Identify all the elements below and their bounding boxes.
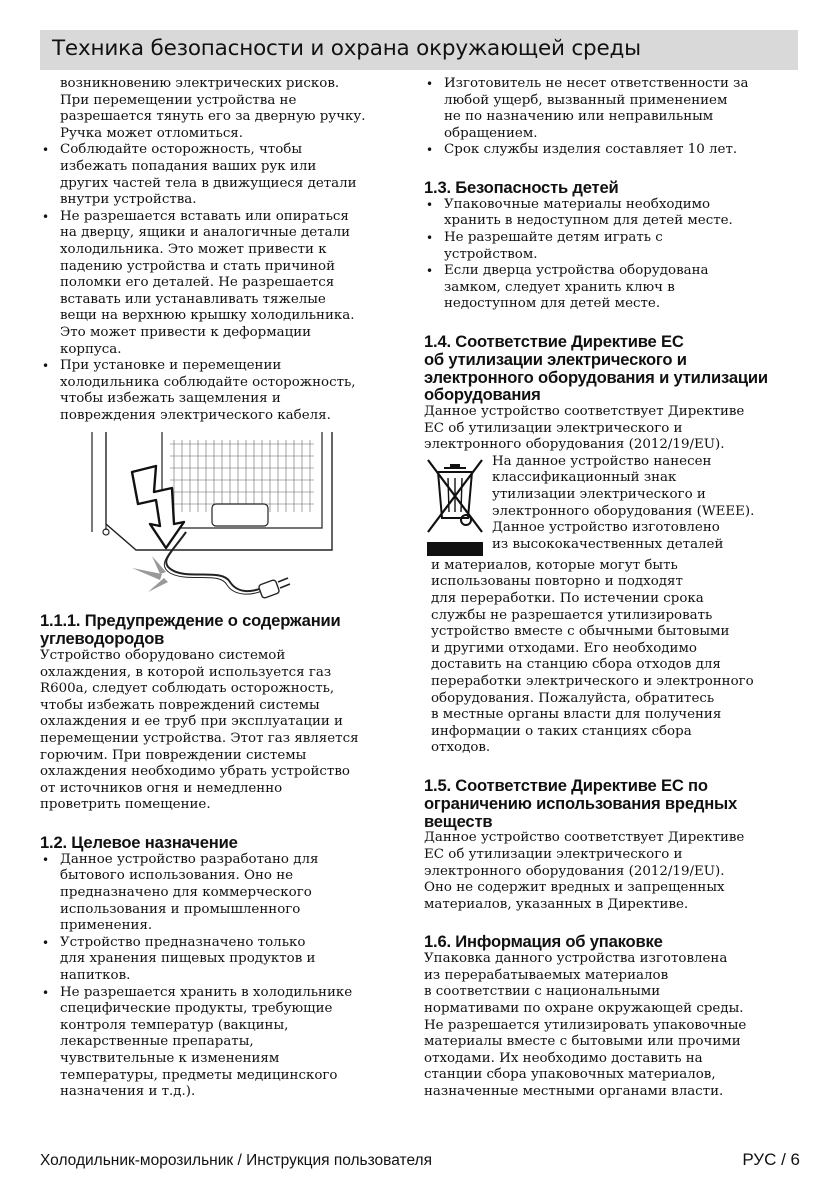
text-line: станции сбора упаковочных материалов, <box>424 1067 716 1083</box>
text-line: электронного оборудования (2012/19/EU). <box>424 863 725 879</box>
list-item <box>424 197 794 230</box>
text-line: избежать попадания ваших рук или <box>60 158 317 174</box>
text-line: Данное устройство соответствует Директиве <box>424 404 745 420</box>
text-line: охлаждения необходимо убрать устройство <box>40 764 350 780</box>
left-column <box>40 76 402 1101</box>
text-line: на дверцу, ящики и аналогичные детали <box>60 225 351 241</box>
section-heading: об утилизации электрического и <box>424 349 687 369</box>
text-line: использования и промышленного <box>60 901 301 917</box>
text-line: замком, следует хранить ключ в <box>444 279 675 295</box>
list-item <box>424 76 794 142</box>
text-line: холодильника соблюдайте осторожность, <box>60 374 356 390</box>
text-line: • Устройство предназначено только <box>60 934 306 950</box>
text-line: разрешается тянуть его за дверную ручку. <box>60 109 366 125</box>
text-line: • Упаковочные материалы необходимо <box>444 196 711 212</box>
section-heading: электронного оборудования и утилизации <box>424 367 768 387</box>
list-item <box>424 230 794 263</box>
section-heading: оборудования <box>424 385 541 405</box>
section-1-6 <box>424 933 794 1100</box>
text-line: любой ущерб, вызванный применением <box>444 92 728 108</box>
text-line: лекарственные препараты, <box>60 1034 254 1050</box>
text-line: устройство вместе с обычными бытовыми <box>431 624 730 640</box>
text-line: • Срок службы изделия составляет 10 лет. <box>444 142 738 158</box>
text-line: отходами. Их необходимо доставить на <box>424 1050 703 1066</box>
text-line: поломки его деталей. Не разрешается <box>60 275 335 291</box>
section-heading: 1.3. Безопасность детей <box>424 177 619 197</box>
text-line: бытового использования. Оно не <box>60 868 294 884</box>
text-line: и материалов, которые могут быть <box>431 557 678 573</box>
text-line: проветрить помещение. <box>40 797 211 813</box>
page-title: Техника безопасности и охрана окружающей среды <box>52 36 641 61</box>
text-line: повреждения электрического кабеля. <box>60 407 331 423</box>
text-line: На данное устройство нанесен <box>492 453 712 469</box>
section-1-4 <box>424 333 794 757</box>
liability-bullet-list <box>424 76 794 159</box>
text-line: нормативами по охране окружающей среды. <box>424 1000 744 1016</box>
text-line: холодильника. Это может привести к <box>60 241 327 257</box>
text-line: материалов, указанных в Директиве. <box>424 896 689 912</box>
section-1-1-1 <box>40 612 402 814</box>
text-line: предназначено для коммерческого <box>60 884 312 900</box>
safety-bullet-list <box>40 142 402 424</box>
section-heading: ограничению использования вредных <box>424 793 738 813</box>
text-line: температуры, предметы медицинского <box>60 1067 338 1083</box>
text-line: классификационный знак <box>492 470 677 486</box>
text-line: ЕС об утилизации электрического и <box>424 420 683 436</box>
list-item <box>40 985 402 1101</box>
text-line: чтобы избежать повреждений системы <box>40 697 320 713</box>
text-line: Данное устройство соответствует Директиве <box>424 830 745 846</box>
text-line: контроля температур (вакцины, <box>60 1017 289 1033</box>
text-line: обращением. <box>444 125 538 141</box>
section-heading: веществ <box>424 811 493 831</box>
section-1-5 <box>424 777 794 913</box>
weee-block <box>424 454 794 558</box>
text-line: электронного оборудования (WEEE). <box>492 503 755 519</box>
list-item <box>424 142 794 159</box>
text-line: При перемещении устройства не <box>60 92 297 108</box>
text-line: • Не разрешается вставать или опираться <box>60 208 349 224</box>
text-line: информации о таких станциях сбора <box>431 723 692 739</box>
section-1-3 <box>424 179 794 313</box>
text-line: • Данное устройство разработано для <box>60 851 319 867</box>
text-line: назначения и т.д.). <box>60 1084 196 1100</box>
text-line: отходов. <box>431 740 491 756</box>
child-safety-bullet-list <box>424 197 794 313</box>
text-line: в соответствии с национальными <box>424 984 661 1000</box>
intro-paragraph <box>40 76 402 142</box>
text-line: возникновению электрических рисков. <box>60 76 340 91</box>
text-line: напитков. <box>60 967 131 983</box>
text-line: вещи на верхнюю крышку холодильника. <box>60 308 355 324</box>
text-line: падению устройства и стать причиной <box>60 258 336 274</box>
text-line: Упаковка данного устройства изготовлена <box>424 951 728 967</box>
text-line: Не разрешается утилизировать упаковочные <box>424 1017 747 1033</box>
text-line: ЕС об утилизации электрического и <box>424 847 683 862</box>
text-line: электронного оборудования (2012/19/EU). <box>424 437 725 453</box>
text-line: Оно не содержит вредных и запрещенных <box>424 880 725 896</box>
purpose-bullet-list <box>40 852 402 1101</box>
text-line: внутри устройства. <box>60 192 197 208</box>
text-line: из высококачественных деталей <box>492 536 724 552</box>
section-heading: 1.6. Информация об упаковке <box>424 932 663 952</box>
section-heading: 1.2. Целевое назначение <box>40 833 238 852</box>
list-item <box>40 358 402 424</box>
text-line: использованы повторно и подходят <box>431 574 683 590</box>
text-line: • Не разрешайте детям играть с <box>444 229 663 245</box>
text-line: назначенные местными органами власти. <box>424 1083 724 1099</box>
text-line: службы не разрешается утилизировать <box>431 607 713 623</box>
text-line: материалы вместе с бытовыми или прочими <box>424 1034 741 1050</box>
list-item <box>40 852 402 935</box>
text-line: R600a, следует соблюдать осторожность, <box>40 681 335 697</box>
text-line: • Изготовитель не несет ответственности за <box>444 76 749 91</box>
list-item <box>40 142 402 208</box>
fridge-cable-illustration <box>62 432 362 604</box>
text-line: недоступном для детей месте. <box>444 296 661 312</box>
text-line: • Не разрешается хранить в холодильнике <box>60 984 353 1000</box>
text-line: применения. <box>60 918 153 934</box>
right-column <box>424 76 794 1101</box>
text-line: других частей тела в движущиеся детали <box>60 175 357 191</box>
text-line: хранить в недоступном для детей месте. <box>444 213 733 229</box>
list-item <box>40 935 402 985</box>
text-line: и другими отходами. Его необходимо <box>431 640 697 656</box>
text-line: горючим. При повреждении системы <box>40 747 307 763</box>
text-line: вставать или устанавливать тяжелые <box>60 291 326 307</box>
text-line: для переработки. По истечении срока <box>431 591 704 607</box>
text-line: переработки электрического и электронного <box>431 674 754 690</box>
text-line: корпуса. <box>60 341 122 357</box>
section-heading: 1.5. Соответствие Директиве ЕС по <box>424 776 708 796</box>
weee-continued <box>424 558 794 757</box>
text-line: из перерабатываемых материалов <box>424 967 669 983</box>
text-line: чувствительные к изменениям <box>60 1050 280 1066</box>
section-heading: 1.4. Соответствие Директиве ЕС <box>424 331 684 351</box>
text-line: • Соблюдайте осторожность, чтобы <box>60 142 302 158</box>
section-heading: углеводородов <box>40 629 165 649</box>
text-line: устройством. <box>444 246 538 262</box>
text-line: Это может привести к деформации <box>60 324 312 340</box>
footer-page-number: РУС / 6 <box>742 1150 800 1169</box>
text-line: от источников огня и немедленно <box>40 780 283 796</box>
text-line: чтобы избежать защемления и <box>60 391 281 407</box>
text-line: для хранения пищевых продуктов и <box>60 951 316 967</box>
text-line: Устройство оборудовано системой <box>40 648 286 664</box>
list-item <box>40 209 402 358</box>
text-line: • При установке и перемещении <box>60 358 282 374</box>
text-line: доставить на станцию сбора отходов для <box>431 657 721 673</box>
text-line: в местные органы власти для получения <box>431 707 722 723</box>
header-bar <box>40 30 798 70</box>
text-line: охлаждения, в которой используется газ <box>40 664 332 680</box>
weee-black-bar <box>427 542 483 556</box>
footer-document-title: Холодильник-морозильник / Инструкция пользователя <box>40 1152 432 1169</box>
text-line: не по назначению или неправильным <box>444 109 714 125</box>
text-line: оборудования. Пожалуйста, обратитесь <box>431 690 715 706</box>
section-1-2 <box>40 834 402 1101</box>
text-line: специфические продукты, требующие <box>60 1001 333 1017</box>
text-line: перемещении устройства. Этот газ является <box>40 731 359 747</box>
text-line: Данное устройство изготовлено <box>492 520 720 536</box>
text-line: утилизации электрического и <box>492 487 706 503</box>
crossed-bin-icon <box>424 456 486 540</box>
text-line: охлаждения и ее труб при эксплуатации и <box>40 714 343 730</box>
weee-text <box>492 454 754 554</box>
section-heading: 1.1.1. Предупреждение о содержании <box>40 611 341 631</box>
text-line: Ручка может отломиться. <box>60 125 244 141</box>
list-item <box>424 263 794 313</box>
text-line: • Если дверца устройства оборудована <box>444 263 709 279</box>
